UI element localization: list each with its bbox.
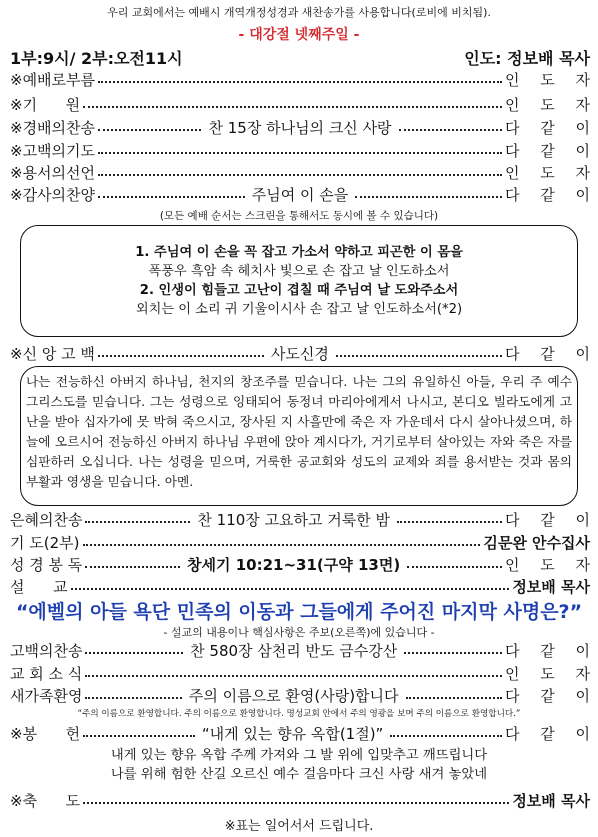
order-item (10, 576, 590, 597)
service-header (10, 46, 590, 69)
leader-dots (83, 802, 509, 804)
order-label: 기 도(2부) (10, 534, 80, 552)
lyric-line: 나를 위해 험한 산길 오르신 예수 걸음마다 크신 사랑 새겨 놓았네 (110, 767, 488, 782)
order-label: ※신 앙 고 백 (10, 345, 95, 363)
leader-dots (390, 735, 502, 737)
order-item (10, 117, 598, 138)
season-title: - 대강절 넷째주일 - (238, 27, 360, 43)
order-label: 설 교 (10, 578, 68, 596)
welcome-note: “주의 이름으로 환영합니다. 주의 이름으로 환영합니다. 명성교회 안에서 주의 영광을 보며 주의 이름으로 환영합니다.” (77, 709, 521, 719)
service-times: 1부:9시/ 2부:오전11시 (10, 49, 183, 68)
leader-dots (85, 652, 183, 654)
order-item (10, 184, 598, 205)
leader-dots (85, 566, 180, 568)
order-person: 다 같 이 (504, 687, 598, 705)
sermon-note: - 설교의 내용이나 핵심사항은 주보(오른쪽)에 있습니다 - (163, 626, 435, 639)
leader-dots (98, 174, 502, 176)
order-label: 은혜의찬송 (10, 511, 83, 529)
order-item (10, 723, 598, 744)
order-item (10, 94, 598, 115)
leader-dots (83, 106, 502, 108)
leader-dots (355, 196, 502, 198)
top-note: 우리 교회에서는 예배시 개역개정성경과 새찬송가를 사용합니다(로비에 비치됨). (107, 6, 491, 19)
order-label: 교 회 소 식 (10, 665, 83, 683)
order-label: ※경배의찬송 (10, 119, 96, 137)
order-person: 다 같 이 (504, 642, 598, 660)
order-person: 다 같 이 (505, 725, 598, 743)
leader-dots (85, 697, 181, 699)
order-person: 다 같 이 (504, 186, 598, 204)
order-person: 정보배 목사 (512, 792, 590, 810)
order-item (10, 554, 598, 575)
order-detail: 사도신경 (270, 345, 329, 363)
order-detail: 찬 110장 고요하고 거룩한 밤 (197, 511, 391, 529)
leader-dots (404, 652, 502, 654)
leader-name: 인도: 정보배 목사 (464, 49, 590, 68)
order-person: 인 도 자 (504, 164, 598, 182)
order-detail: “내게 있는 향유 옥합(1절)” (201, 725, 384, 743)
order-item (10, 509, 598, 530)
order-item (10, 640, 598, 661)
order-item (10, 685, 598, 706)
order-item (10, 663, 598, 684)
order-person: 다 같 이 (504, 142, 598, 160)
order-person: 인 도 자 (504, 96, 598, 114)
leader-dots (71, 588, 510, 590)
leader-dots (406, 697, 502, 699)
leader-dots (397, 521, 502, 523)
order-item (10, 790, 590, 811)
order-item (10, 343, 598, 364)
order-person: 인 도 자 (504, 665, 598, 683)
order-label: 새가족환영 (10, 687, 83, 705)
leader-dots (399, 129, 502, 131)
leader-dots (98, 152, 502, 154)
sermon-title: “에벨의 아들 욕단 민족의 이동과 그들에게 주어진 마지막 사명은?” (15, 601, 583, 623)
leader-dots (98, 196, 245, 198)
praise-lyrics (21, 243, 577, 319)
order-person: 다 같 이 (505, 511, 598, 529)
lyric-line: 폭풍우 흑암 속 헤치사 빛으로 손 잡고 날 인도하소서 (148, 264, 450, 279)
screen-note: (모든 예배 순서는 스크린을 통해서도 동시에 볼 수 있습니다) (159, 210, 439, 222)
lyric-line: 외치는 이 소리 귀 기울이시사 손 잡고 날 인도하소서(*2) (135, 302, 463, 317)
order-item (10, 69, 598, 90)
order-label: ※축 도 (10, 792, 81, 810)
order-person: 다 같 이 (505, 119, 598, 137)
footer-note: ※표는 일어서서 드립니다. (224, 819, 374, 834)
order-label: ※용서의선언 (10, 164, 96, 182)
leader-dots (98, 355, 264, 357)
leader-dots (98, 81, 502, 83)
apostles-creed: 나는 전능하신 아버지 하나님, 천지의 창조주를 믿습니다. 나는 그의 유일하신 아들, 우리 주 예수 그리스도를 믿습니다. 그는 성령으로 잉태되어 동정녀 마리아에게서 나시고, 본디오 빌라도에게 고난을 받아 십자가에 못 박혀 죽으시고, 장사된 지 사흘만에 죽은 자 가운데서 다시 살아나셨으며, 하늘에 오르시어 전능하신 아버지 하나님 우편에 앉아 계시다가, 거기로부터 살아있는 자와 죽은 자를 심판하러 오십니다. 나는 성령을 믿으며, 거룩한 공교회와 성도의 교제와 죄를 용서받는 것과 몸의 부활과 영생을 믿습니다. 아멘. (26, 374, 572, 489)
order-label: ※기 원 (10, 96, 81, 114)
leader-dots (407, 566, 502, 568)
lyric-line: 1. 주님여 이 손을 꼭 잡고 가소서 약하고 피곤한 이 몸을 (135, 245, 463, 260)
order-label: ※감사의찬양 (10, 186, 96, 204)
leader-dots (336, 355, 502, 357)
order-person: 인 도 자 (504, 71, 598, 89)
order-detail: 찬 15장 하나님의 크신 사랑 (208, 119, 392, 137)
order-label: ※예배로부름 (10, 71, 96, 89)
order-detail: 주님여 이 손을 (251, 186, 349, 204)
order-label: ※고백의기도 (10, 142, 96, 160)
order-person: 인 도 자 (505, 556, 598, 574)
lyric-line: 2. 인생이 힘들고 고난이 겹칠 때 주님여 날 도와주소서 (139, 283, 459, 298)
order-person: 다 같 이 (505, 345, 598, 363)
leader-dots (85, 675, 502, 677)
order-label: 고백의찬송 (10, 642, 83, 660)
leader-dots (98, 129, 201, 131)
order-detail: 찬 580장 삼천리 반도 금수강산 (190, 642, 398, 660)
offering-lyrics (0, 746, 598, 784)
lyric-line: 내게 있는 향유 옥합 주께 가져와 그 발 위에 입맞추고 깨뜨립니다 (110, 748, 488, 763)
order-label: 성 경 봉 독 (10, 556, 83, 574)
scripture-reference: 창세기 10:21~31(구약 13면) (187, 556, 401, 574)
order-person: 김문완 안수집사 (483, 534, 590, 552)
order-label: ※봉 헌 (10, 725, 81, 743)
leader-dots (83, 735, 195, 737)
leader-dots (83, 544, 481, 546)
order-item (10, 162, 598, 183)
order-detail: 주의 이름으로 환영(사랑)합니다 (188, 687, 399, 705)
leader-dots (85, 521, 190, 523)
praise-lyrics-box (20, 225, 578, 337)
order-person: 정보배 목사 (512, 578, 590, 596)
order-item (10, 532, 590, 553)
order-item (10, 140, 598, 161)
